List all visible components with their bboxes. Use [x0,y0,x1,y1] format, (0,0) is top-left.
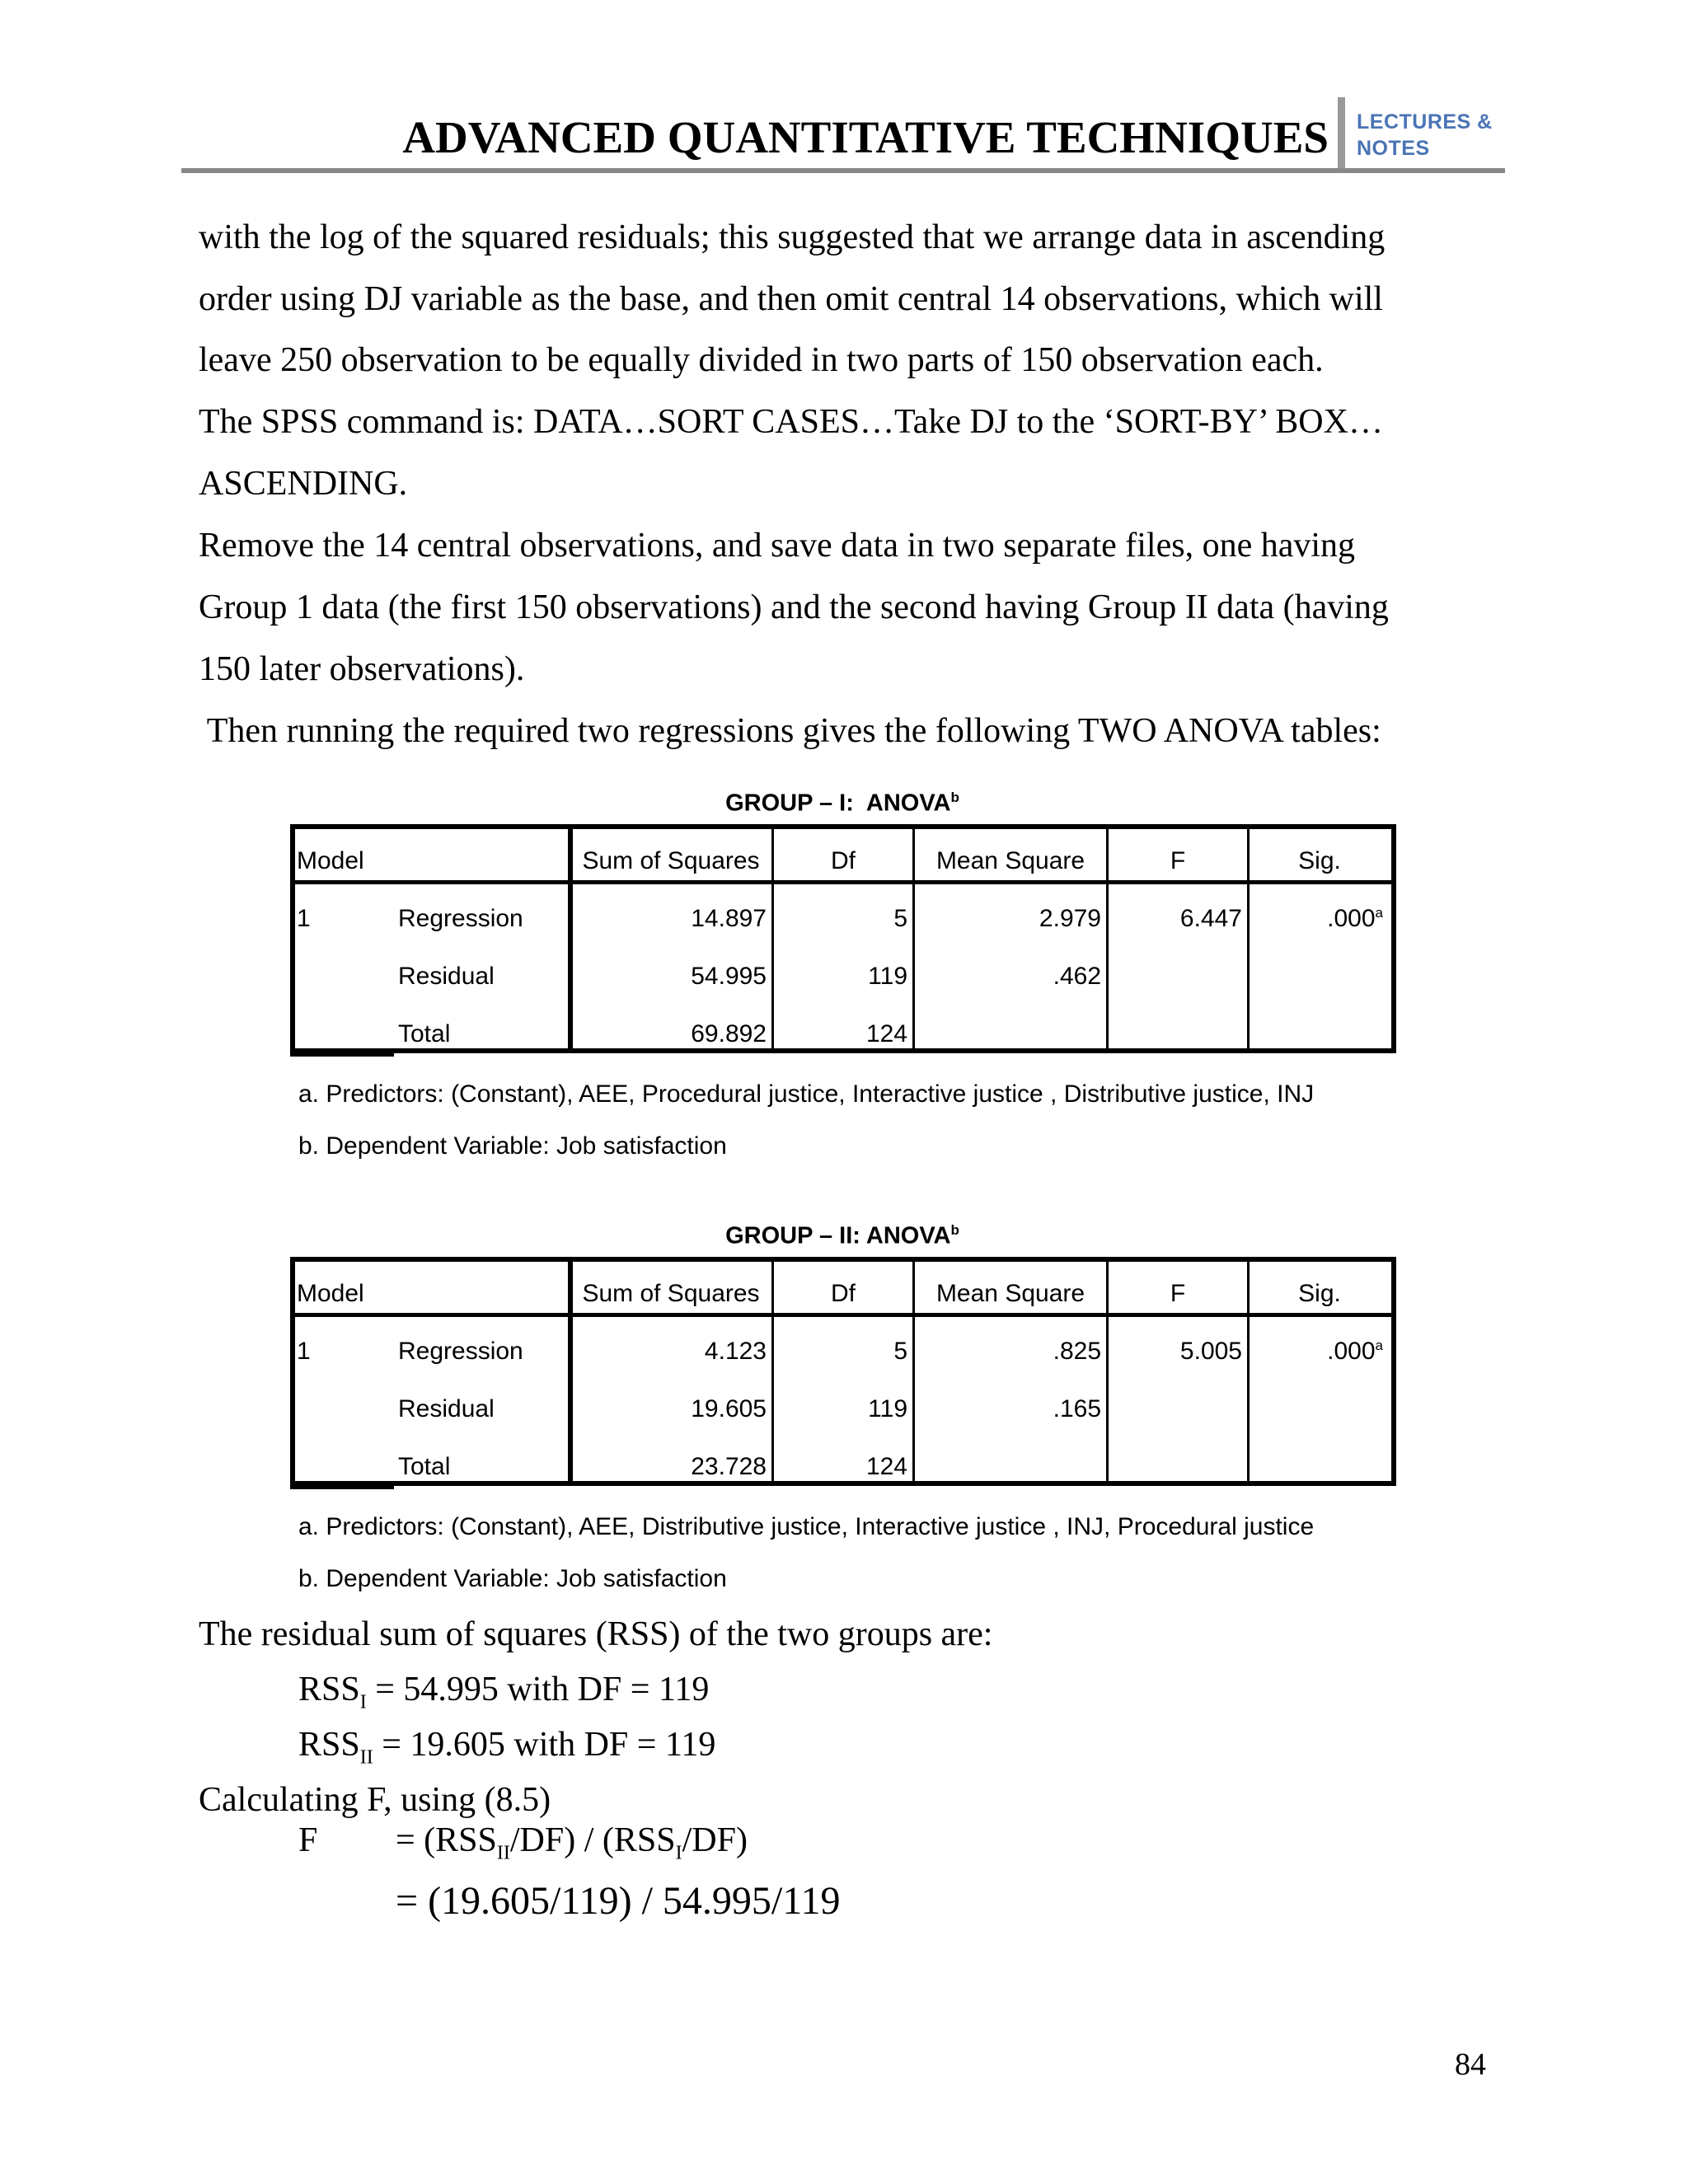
header-sig: Sig. [1298,1280,1341,1307]
body-line-3: leave 250 observation to be equally divided in two parts of 150 observation each. [199,341,1324,379]
cell-sig: .000$^a$ [1327,1338,1383,1365]
header-rule [290,880,1396,884]
cell-sum-of-squares: 54.995 [691,963,767,990]
header-df: Df [831,847,856,874]
body-line-1: with the log of the squared residuals; this suggested that we arrange data in ascending [199,218,1386,256]
table-stub-bar [290,1481,394,1489]
anova-table-group-2 [290,1257,1396,1491]
table-1-title: GROUP – I: ANOVA$^b$ [725,790,959,817]
table-1-footnote-a: a. Predictors: (Constant), AEE, Procedural justice, Interactive justice , Distributive justice, INJ [298,1080,1315,1108]
header-sum-of-squares: Sum of Squares [582,847,760,874]
body-line-9: Then running the required two regressions gives the following TWO ANOVA tables: [199,712,1381,750]
header-rule [181,168,1505,173]
cell-sum-of-squares: 14.897 [691,905,767,932]
table-stub-bar [290,1048,394,1057]
rss-intro: The residual sum of squares (RSS) of the two groups are: [199,1615,993,1653]
cell-f: 5.005 [1179,1338,1242,1365]
row-label: Regression [398,1338,523,1365]
page-number: 84 [1455,2047,1486,2082]
cell-f: 6.447 [1179,905,1242,932]
header-df: Df [831,1280,856,1307]
cell-mean-square: 2.979 [1039,905,1101,932]
model-number: 1 [297,905,311,932]
header-model: Model [297,847,364,874]
body-line-5: ASCENDING. [199,465,408,503]
body-line-8: 150 later observations). [199,650,525,688]
cell-sig: .000$^a$ [1327,905,1383,932]
header-model: Model [297,1280,364,1307]
cell-df: 124 [865,1020,907,1047]
header-section-label-line2: NOTES [1357,137,1430,160]
running-header-title: ADVANCED QUANTITATIVE TECHNIQUES [402,112,1329,162]
table-2-title: GROUP – II: ANOVA$^b$ [725,1222,959,1249]
cell-df: 5 [893,905,907,932]
cell-sum-of-squares: 19.605 [691,1395,767,1422]
row-label: Residual [398,963,495,990]
header-section-label-line1: LECTURES & [1357,110,1493,134]
formula-expression: = $(RSS_{II}/DF) / (RSS_I/DF)$ [396,1821,748,1864]
row-label: Total [398,1453,451,1480]
header-sig: Sig. [1298,847,1341,874]
row-label: Regression [398,905,523,932]
row-label: Residual [398,1395,495,1422]
body-line-7: Group 1 data (the first 150 observations) and the second having Group II data (having [199,588,1389,626]
formula-substitution: = (19.605/119) / 54.995/119 [396,1879,841,1923]
cell-df: 119 [868,1395,907,1422]
header-mean-square: Mean Square [935,1280,1085,1307]
cell-sum-of-squares: 69.892 [691,1020,767,1047]
body-line-2: order using DJ variable as the base, and then omit central 14 observations, which will [199,280,1383,318]
header-section-label [1357,109,1493,162]
anova-table-group-1 [290,824,1396,1058]
header-mean-square: Mean Square [935,847,1085,874]
rss-group-1: $RSS_I = 54.995$ with DF = 119 [298,1671,710,1713]
cell-mean-square: .462 [1053,963,1101,990]
header-f: F [1170,1280,1186,1307]
cell-df: 124 [865,1453,907,1480]
calc-intro: Calculating F, using (8.5) [199,1781,551,1819]
cell-mean-square: .165 [1053,1395,1101,1422]
rss-group-2: $RSS_{II} = 19.605$ with DF = 119 [298,1726,716,1769]
table-1-footnote-b: b. Dependent Variable: Job satisfaction [298,1132,727,1160]
header-f: F [1170,847,1186,874]
header-separator [1338,97,1345,172]
cell-df: 119 [868,963,907,990]
table-2-footnote-a: a. Predictors: (Constant), AEE, Distributive justice, Interactive justice , INJ, Procedural justice [298,1513,1315,1540]
table-2-footnote-b: b. Dependent Variable: Job satisfaction [298,1565,727,1592]
header-rule [290,1313,1396,1317]
cell-df: 5 [893,1338,907,1365]
body-line-4: The SPSS command is: DATA…SORT CASES…Take DJ to the ‘SORT-BY’ BOX… [199,403,1383,441]
model-number: 1 [297,1338,311,1365]
formula-lhs: F [298,1821,318,1859]
body-line-6: Remove the 14 central observations, and save data in two separate files, one having [199,527,1356,565]
header-sum-of-squares: Sum of Squares [582,1280,760,1307]
cell-mean-square: .825 [1053,1338,1101,1365]
row-label: Total [398,1020,451,1047]
cell-sum-of-squares: 4.123 [704,1338,767,1365]
cell-sum-of-squares: 23.728 [691,1453,767,1480]
